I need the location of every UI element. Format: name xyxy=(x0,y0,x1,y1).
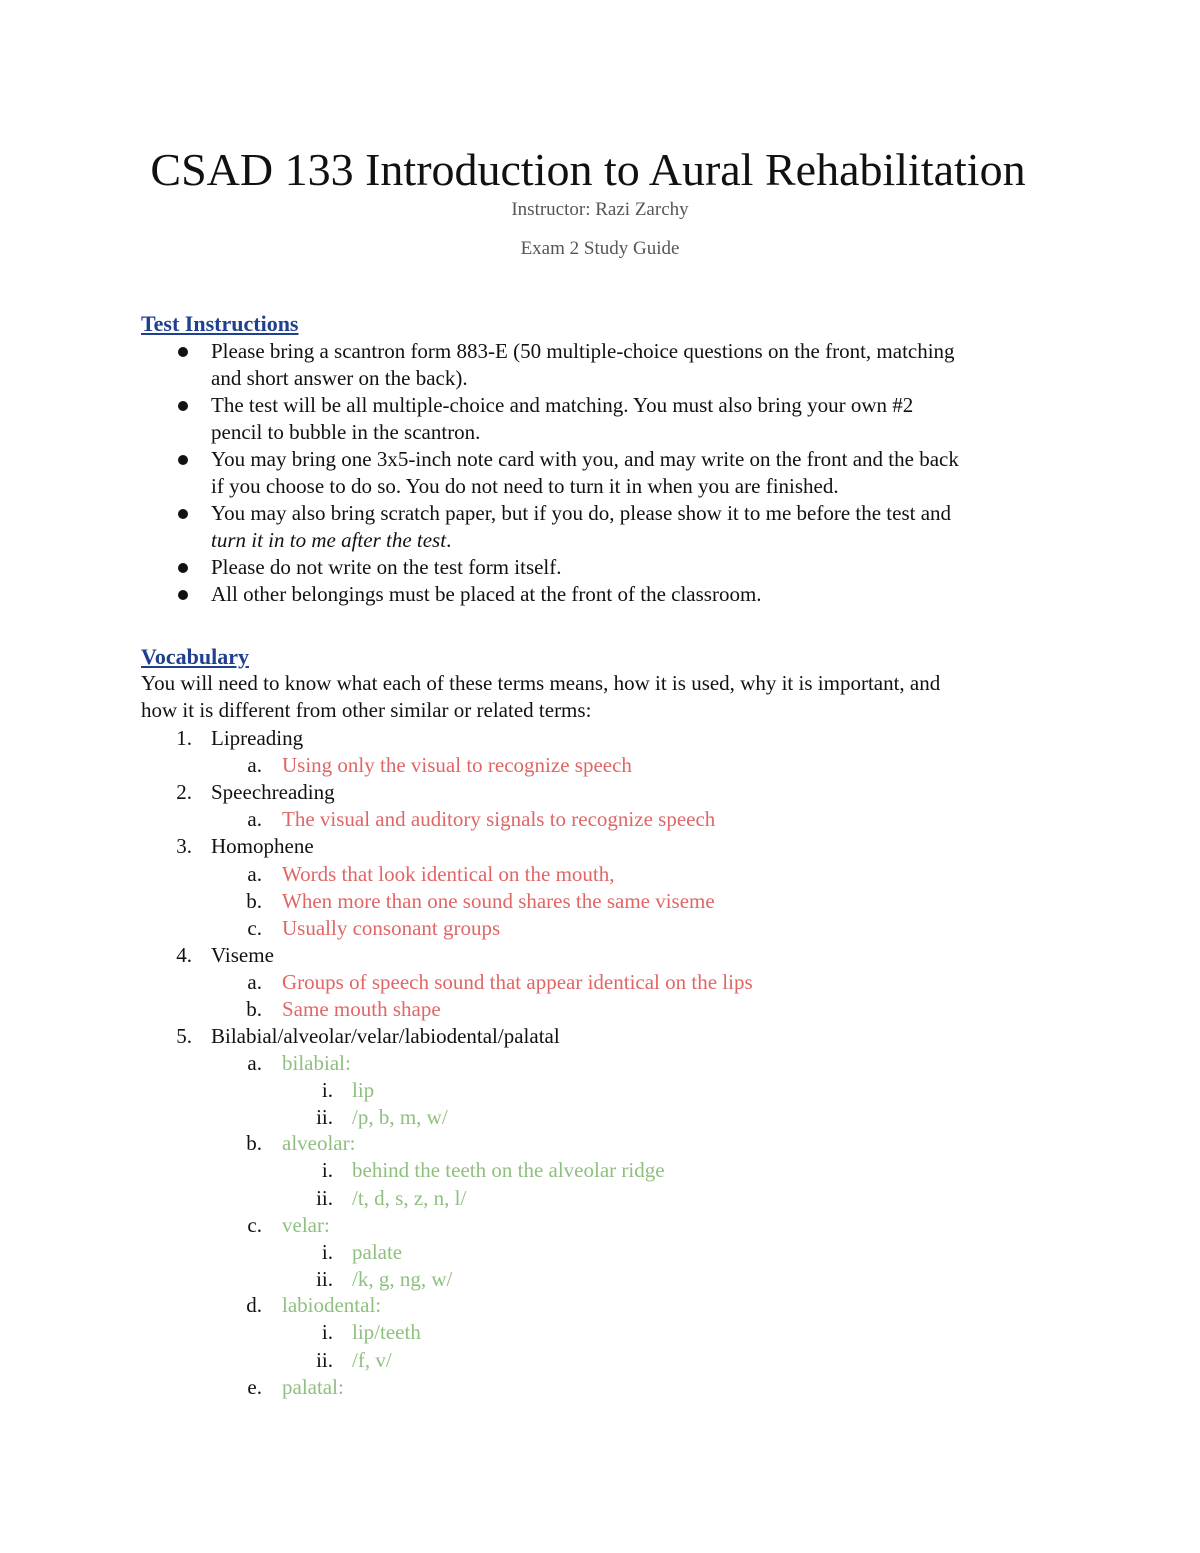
place-labiodental: labiodental: xyxy=(282,1293,382,1317)
vocabulary-heading: Vocabulary xyxy=(141,644,249,669)
detail-text: /f, v/ xyxy=(352,1348,392,1372)
definition-text: Groups of speech sound that appear identical on the lips xyxy=(282,970,753,994)
definition-text: When more than one sound shares the same viseme xyxy=(282,889,715,913)
bullet-icon xyxy=(178,590,188,600)
place-palatal: palatal: xyxy=(282,1375,344,1399)
place-bilabial: bilabial: xyxy=(282,1051,351,1075)
sub-letter: a. xyxy=(247,1051,262,1075)
detail-text: palate xyxy=(352,1240,403,1264)
definition-text: Using only the visual to recognize speech xyxy=(282,753,632,777)
sub-letter: c. xyxy=(247,1213,262,1237)
sub-letter: a. xyxy=(247,807,262,831)
instruction-item-4-line1: You may also bring scratch paper, but if you do, please show it to me before the test and xyxy=(211,501,952,525)
sub-letter: a. xyxy=(247,862,262,886)
definition-text: The visual and auditory signals to recognize speech xyxy=(282,807,716,831)
instruction-item-4-line2 xyxy=(211,527,451,554)
sub-letter: b. xyxy=(246,997,262,1021)
roman-numeral: i. xyxy=(321,1078,333,1102)
term-number: 3. xyxy=(176,834,192,858)
sub-letter: c. xyxy=(247,916,262,940)
bullet-icon xyxy=(178,563,188,573)
document-title: CSAD 133 Introduction to Aural Rehabilitation xyxy=(150,144,1026,195)
vocabulary-intro-line1: You will need to know what each of these terms means, how it is used, why it is important, and xyxy=(141,671,941,695)
term-number: 5. xyxy=(176,1024,192,1048)
place-velar: velar: xyxy=(282,1213,330,1237)
instruction-item-6-line1: All other belongings must be placed at the front of the classroom. xyxy=(211,582,762,606)
definition-text: Usually consonant groups xyxy=(282,916,501,940)
term-speechreading: Speechreading xyxy=(211,780,335,804)
instruction-item-1-line2: and short answer on the back). xyxy=(211,366,468,390)
instruction-item-3-line2: if you choose to do so. You do not need to turn it in when you are finished. xyxy=(211,474,839,498)
test-instructions-heading: Test Instructions xyxy=(141,311,299,336)
bullet-icon xyxy=(178,347,188,357)
instruction-item-1-line1: Please bring a scantron form 883-E (50 multiple-choice questions on the front, matching xyxy=(211,339,955,363)
term-viseme: Viseme xyxy=(211,943,274,967)
roman-numeral: i. xyxy=(321,1158,333,1182)
roman-numeral: i. xyxy=(321,1240,333,1264)
instruction-item-2-line1: The test will be all multiple-choice and matching. You must also bring your own #2 xyxy=(211,393,914,417)
detail-text: behind the teeth on the alveolar ridge xyxy=(352,1158,665,1182)
detail-text: lip xyxy=(352,1078,375,1102)
roman-numeral: i. xyxy=(321,1320,333,1344)
sub-letter: a. xyxy=(247,753,262,777)
instruction-item-5-line1: Please do not write on the test form itself. xyxy=(211,555,562,579)
instructor-line: Instructor: Razi Zarchy xyxy=(511,199,689,220)
term-number: 1. xyxy=(176,726,192,750)
instruction-item-4-italic: turn it in to me after the test xyxy=(211,528,447,552)
sub-letter: a. xyxy=(247,970,262,994)
instruction-item-4-end: . xyxy=(446,528,452,552)
sub-letter: b. xyxy=(246,889,262,913)
instruction-item-3-line1: You may bring one 3x5-inch note card with you, and may write on the front and the back xyxy=(211,447,959,471)
sub-letter: d. xyxy=(246,1293,262,1317)
roman-numeral: ii. xyxy=(316,1348,333,1372)
vocabulary-intro-line2: how it is different from other similar or related terms: xyxy=(141,698,592,722)
bullet-icon xyxy=(178,509,188,519)
bullet-icon xyxy=(178,401,188,411)
term-lipreading: Lipreading xyxy=(211,726,304,750)
term-number: 2. xyxy=(176,780,192,804)
definition-text: Same mouth shape xyxy=(282,997,441,1021)
bullet-icon xyxy=(178,455,188,465)
roman-numeral: ii. xyxy=(316,1105,333,1129)
detail-text: /p, b, m, w/ xyxy=(352,1105,448,1129)
roman-numeral: ii. xyxy=(316,1267,333,1291)
sub-letter: e. xyxy=(247,1375,262,1399)
roman-numeral: ii. xyxy=(316,1186,333,1210)
term-homophene: Homophene xyxy=(211,834,314,858)
detail-text: lip/teeth xyxy=(352,1320,421,1344)
term-places-of-articulation: Bilabial/alveolar/velar/labiodental/palatal xyxy=(211,1024,560,1048)
instruction-item-2-line2: pencil to bubble in the scantron. xyxy=(211,420,481,444)
sub-letter: b. xyxy=(246,1131,262,1155)
definition-text: Words that look identical on the mouth, xyxy=(282,862,615,886)
place-alveolar: alveolar: xyxy=(282,1131,356,1155)
detail-text: /k, g, ng, w/ xyxy=(352,1267,453,1291)
detail-text: /t, d, s, z, n, l/ xyxy=(352,1186,467,1210)
document-subtitle: Exam 2 Study Guide xyxy=(520,238,680,259)
term-number: 4. xyxy=(176,943,192,967)
